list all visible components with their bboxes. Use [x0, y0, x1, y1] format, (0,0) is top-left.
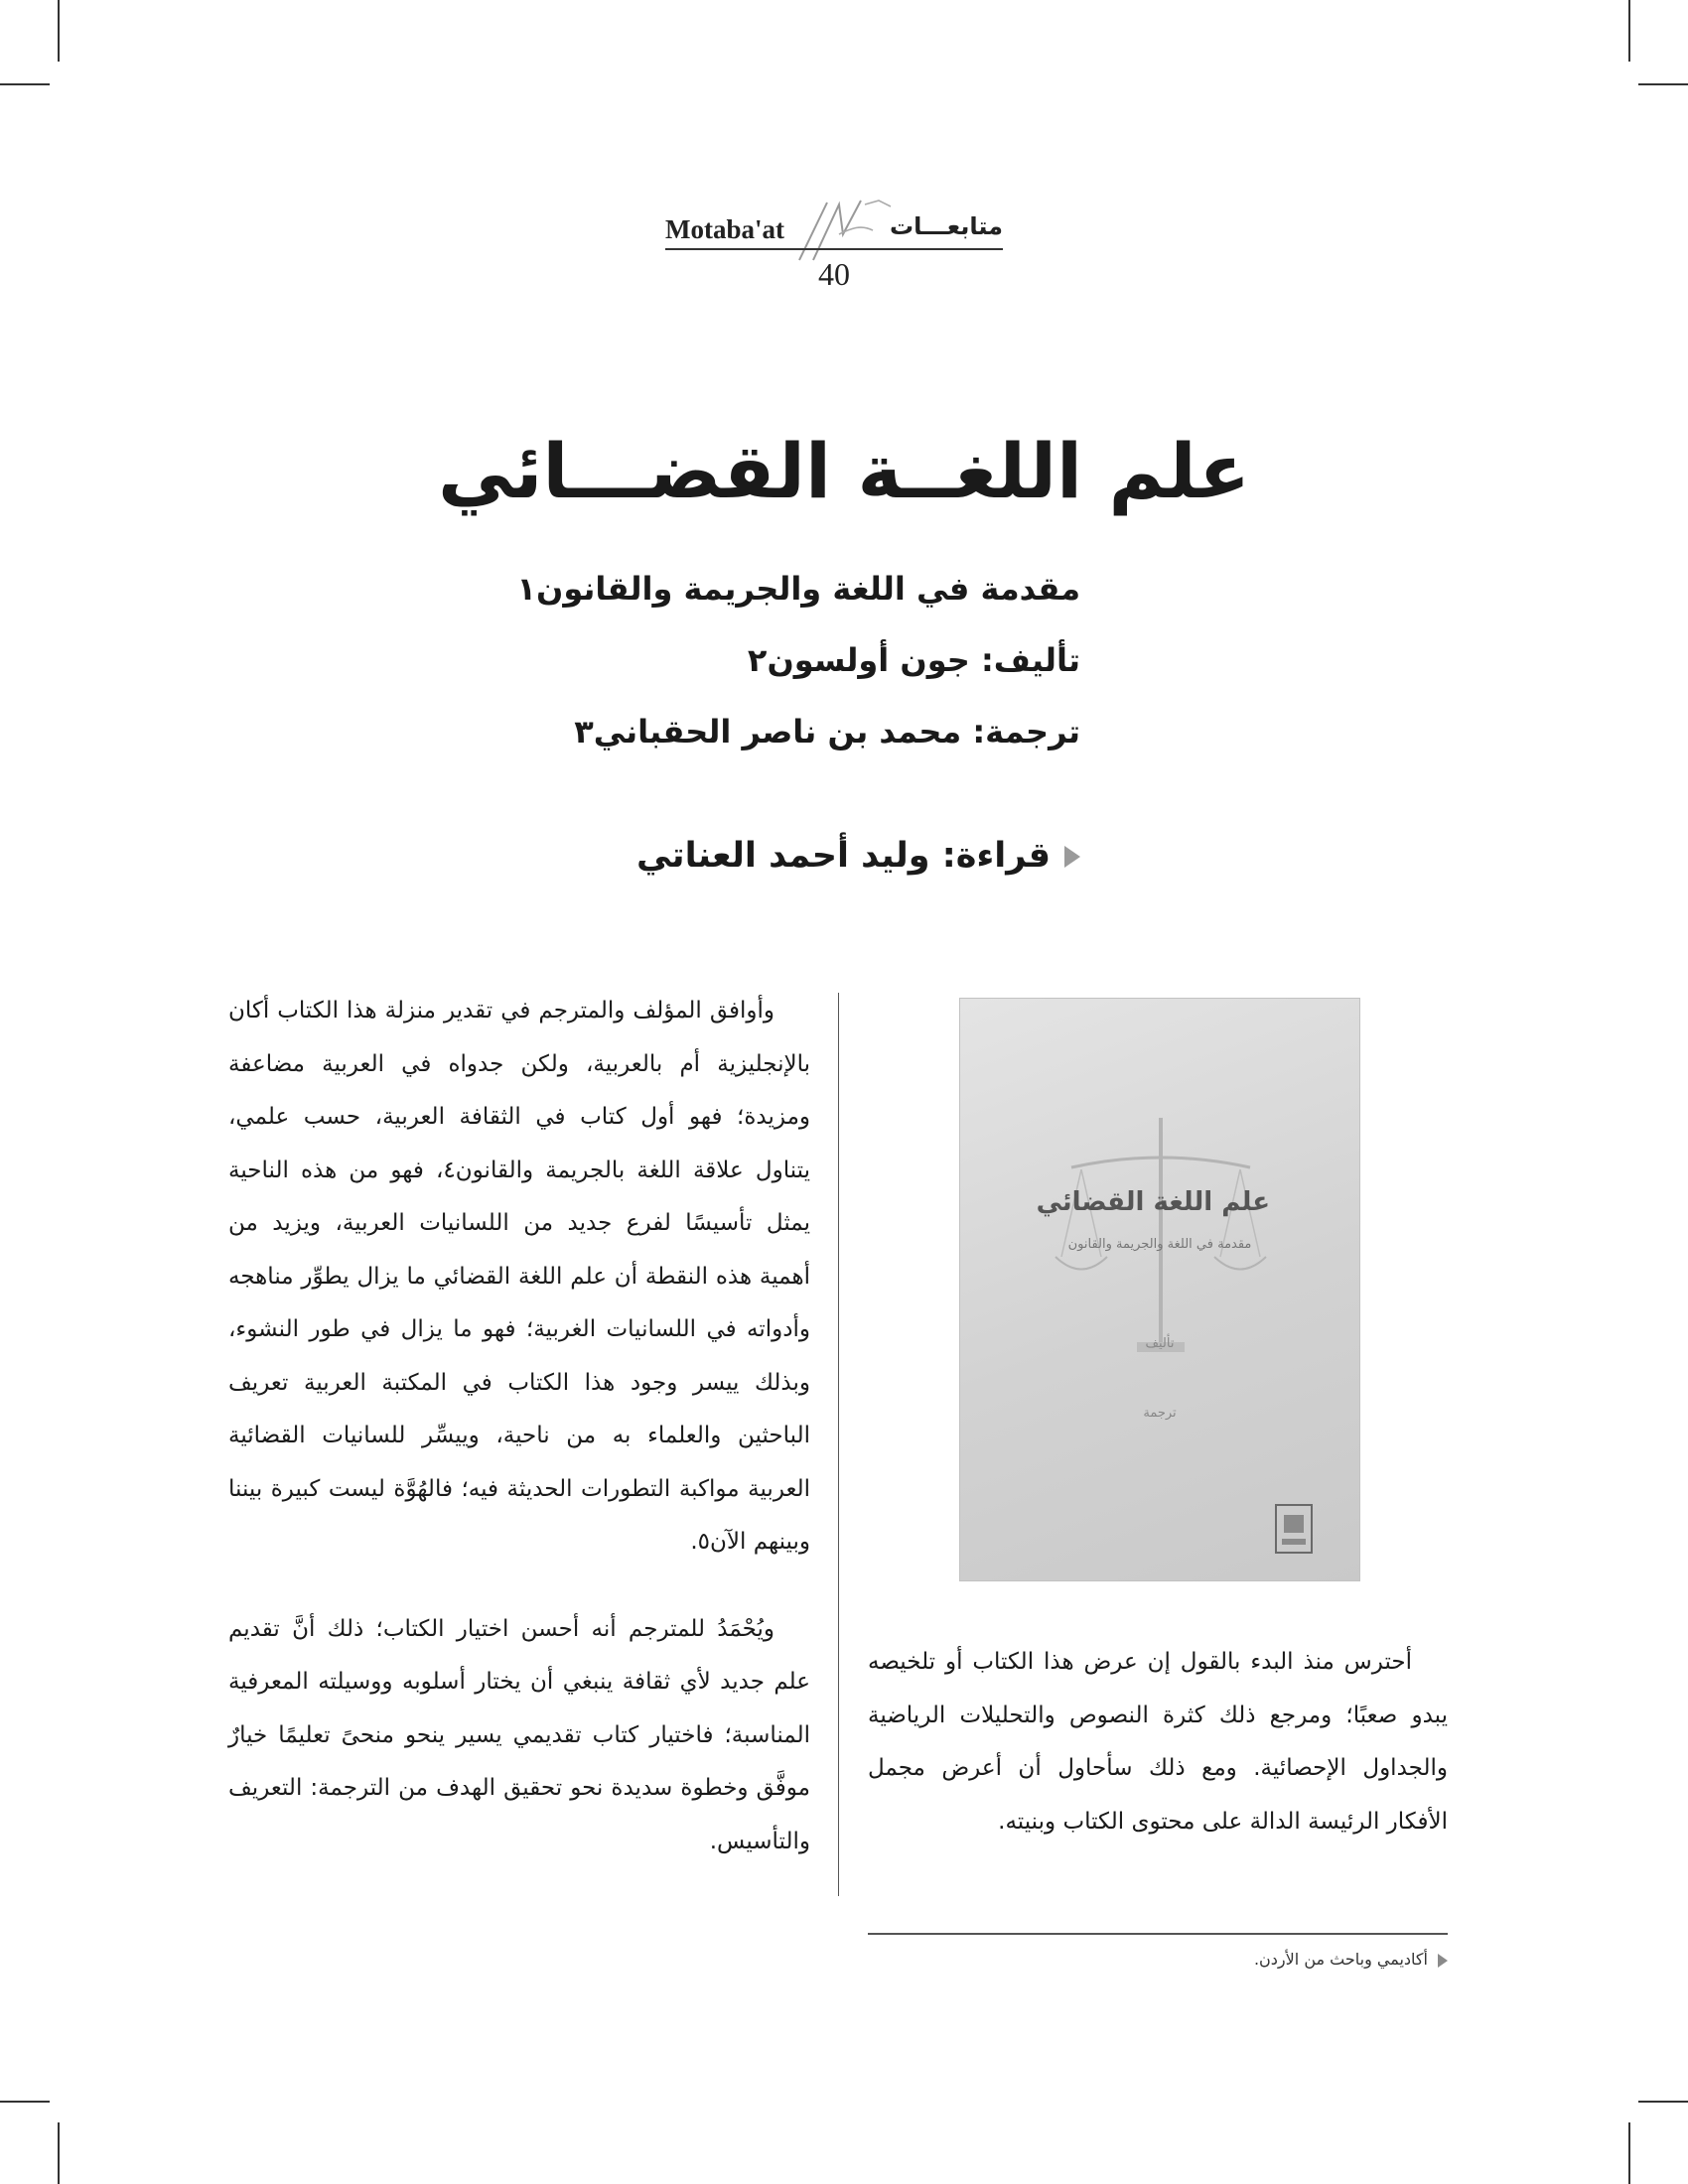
- header-latin-title: Motaba'at: [665, 214, 784, 244]
- header-rule: [665, 248, 1003, 250]
- book-subtitle: مقدمة في اللغة والجريمة والقانون١: [516, 570, 1080, 608]
- running-header: [655, 195, 1013, 294]
- section-logo-icon: [770, 195, 899, 264]
- column-divider: [838, 993, 839, 1896]
- footnote-text: أكاديمي وباحث من الأردن.: [1253, 1950, 1428, 1969]
- cover-translator-label: ترجمة: [1143, 1406, 1177, 1421]
- crop-mark-bottom-left: [58, 2122, 60, 2184]
- reviewer-line: [636, 836, 1080, 876]
- body-column-left: [228, 985, 810, 1868]
- crop-mark-top-left-h: [0, 83, 50, 85]
- book-author-line: تأليف: جون أولسون٢: [747, 641, 1080, 679]
- book-translator-line: ترجمة: محمد بن ناصر الحقباني٣: [574, 713, 1080, 751]
- book-cover-image: [959, 998, 1360, 1581]
- header-arabic-title: متابعـــات: [890, 212, 1003, 240]
- publisher-emblem-icon: [1274, 1503, 1314, 1555]
- page-number: 40: [818, 256, 850, 292]
- cover-title: علم اللغة القضائي: [1036, 1187, 1270, 1217]
- cover-author-label: تأليف: [1145, 1336, 1175, 1351]
- triangle-marker-icon: [1438, 1954, 1448, 1968]
- cover-subtitle: مقدمة في اللغة والجريمة والقانون: [1067, 1237, 1252, 1252]
- article-title: علم اللغــة القضـــائي: [437, 427, 1251, 515]
- crop-mark-top-right: [1628, 0, 1630, 62]
- reviewer-text: قراءة: وليد أحمد العناتي: [636, 836, 1051, 876]
- crop-mark-top-left: [58, 0, 60, 62]
- footnote-rule: [868, 1933, 1448, 1935]
- crop-mark-bottom-right-h: [1638, 2101, 1688, 2103]
- crop-mark-top-right-h: [1638, 83, 1688, 85]
- footnote: [1254, 1950, 1448, 1969]
- triangle-marker-icon: [1064, 846, 1080, 868]
- crop-mark-bottom-left-h: [0, 2101, 50, 2103]
- body-column-right: [868, 1636, 1448, 1848]
- crop-mark-bottom-right: [1628, 2122, 1630, 2184]
- body-paragraph: وأوافق المؤلف والمترجم في تقدير منزلة هذا الكتاب أكان بالإنجليزية أم بالعربية، ولكن جدواه في العربية مضاعفة ومزيدة؛ فهو أول كتاب في الثقافة العربية، حسب علمي، يتناول علاقة اللغة بالجريمة والقانون٤، فهو من هذه الناحية يمثل تأسيسًا لفرع جديد من اللسانيات العربية، ويزيد من أهمية هذه النقطة أن علم اللغة القضائي ما يزال يطوِّر مناهجه وأدواته في اللسانيات الغربية؛ فهو ما يزال في طور النشوء، وبذلك ييسر وجود هذا الكتاب في المكتبة العربية تعريف الباحثين والعلماء به من ناحية، وييسِّر للسانيات القضائية العربية مواكبة التطورات الحديثة فيه؛ فالهُوَّة ليست كبيرة بيننا وبينهم الآن٥.: [228, 998, 811, 1555]
- body-paragraph: ويُحْمَدُ للمترجم أنه أحسن اختيار الكتاب؛ ذلك أنَّ تقديم علم جديد لأي ثقافة ينبغي أن يختار أسلوبه ووسيلته المعرفية المناسبة؛ فاختيار كتاب تقديمي يسير ينحو منحىً تعليمًا خيارٌ موفَّق وخطوة سديدة نحو تحقيق الهدف من الترجمة: التعريف والتأسيس.: [228, 1615, 810, 1854]
- body-paragraph: أحترس منذ البدء بالقول إن عرض هذا الكتاب أو تلخيصه يبدو صعبًا؛ ومرجع ذلك كثرة النصوص والتحليلات الرياضية والجداول الإحصائية. ومع ذلك سأحاول أن أعرض مجمل الأفكار الرئيسة الدالة على محتوى الكتاب وبنيته.: [868, 1649, 1448, 1835]
